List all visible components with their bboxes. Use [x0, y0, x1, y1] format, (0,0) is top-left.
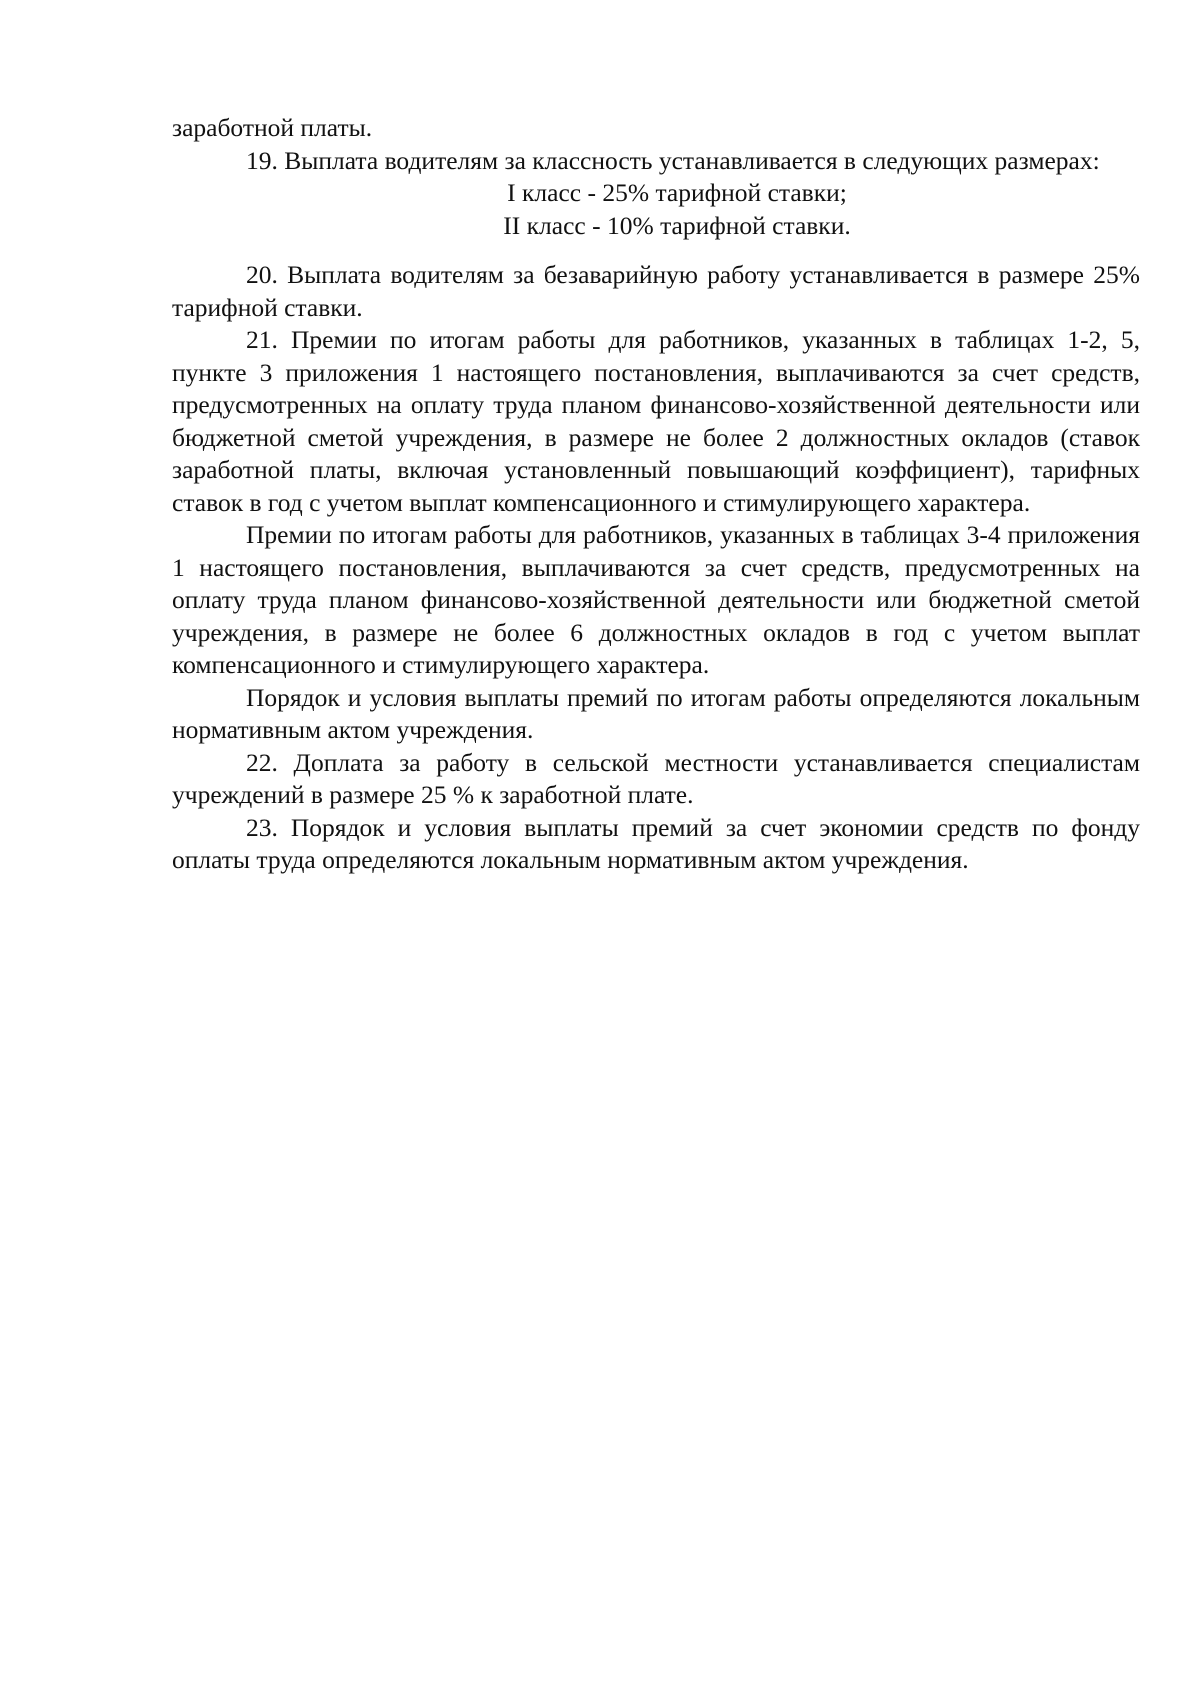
- paragraph-22: 22. Доплата за работу в сельской местности устанавливается специалистам учреждений в размере 25 % к заработной плате.: [172, 747, 1140, 809]
- paragraph-continuation: заработной платы.: [172, 113, 373, 142]
- document-body: [172, 112, 1140, 877]
- paragraph-21-bonus-tables-3-4: Премии по итогам работы для работников, указанных в таблицах 3-4 приложения 1 настоящего постановления, выплачиваются за счет средств, предусмотренных на оплату труда планом финансово-хозяйственной деятельности или бюджетной сметой учреждения, в размере не более 6 должностных окладов в год с учетом выплат компенсационного и стимулирующего характера.: [172, 520, 1140, 679]
- paragraph-23: 23. Порядок и условия выплаты премий за счет экономии средств по фонду оплаты труда определяются локальным нормативным актом учреждения.: [172, 812, 1140, 874]
- class-2-rate: II класс - 10% тарифной ставки.: [503, 210, 851, 240]
- paragraph-20: 20. Выплата водителям за безаварийную работу устанавливается в размере 25% тарифной ставки.: [172, 260, 1140, 322]
- class-1-rate: I класс - 25% тарифной ставки;: [507, 178, 847, 207]
- paragraph-21-procedure: Порядок и условия выплаты премий по итогам работы определяются локальным нормативным актом учреждения.: [172, 682, 1140, 744]
- paragraph-21: 21. Премии по итогам работы для работников, указанных в таблицах 1-2, 5, пункте 3 приложения 1 настоящего постановления, выплачиваются за счет средств, предусмотренных на оплату труда планом финансово-хозяйственной деятельности или бюджетной сметой учреждения, в размере не более 2 должностных окладов (ставок заработной платы, включая установленный повышающий коэффициент), тарифных ставок в год с учетом выплат компенсационного и стимулирующего характера.: [172, 325, 1140, 517]
- paragraph-19: 19. Выплата водителям за классность устанавливается в следующих размерах:: [246, 145, 1100, 175]
